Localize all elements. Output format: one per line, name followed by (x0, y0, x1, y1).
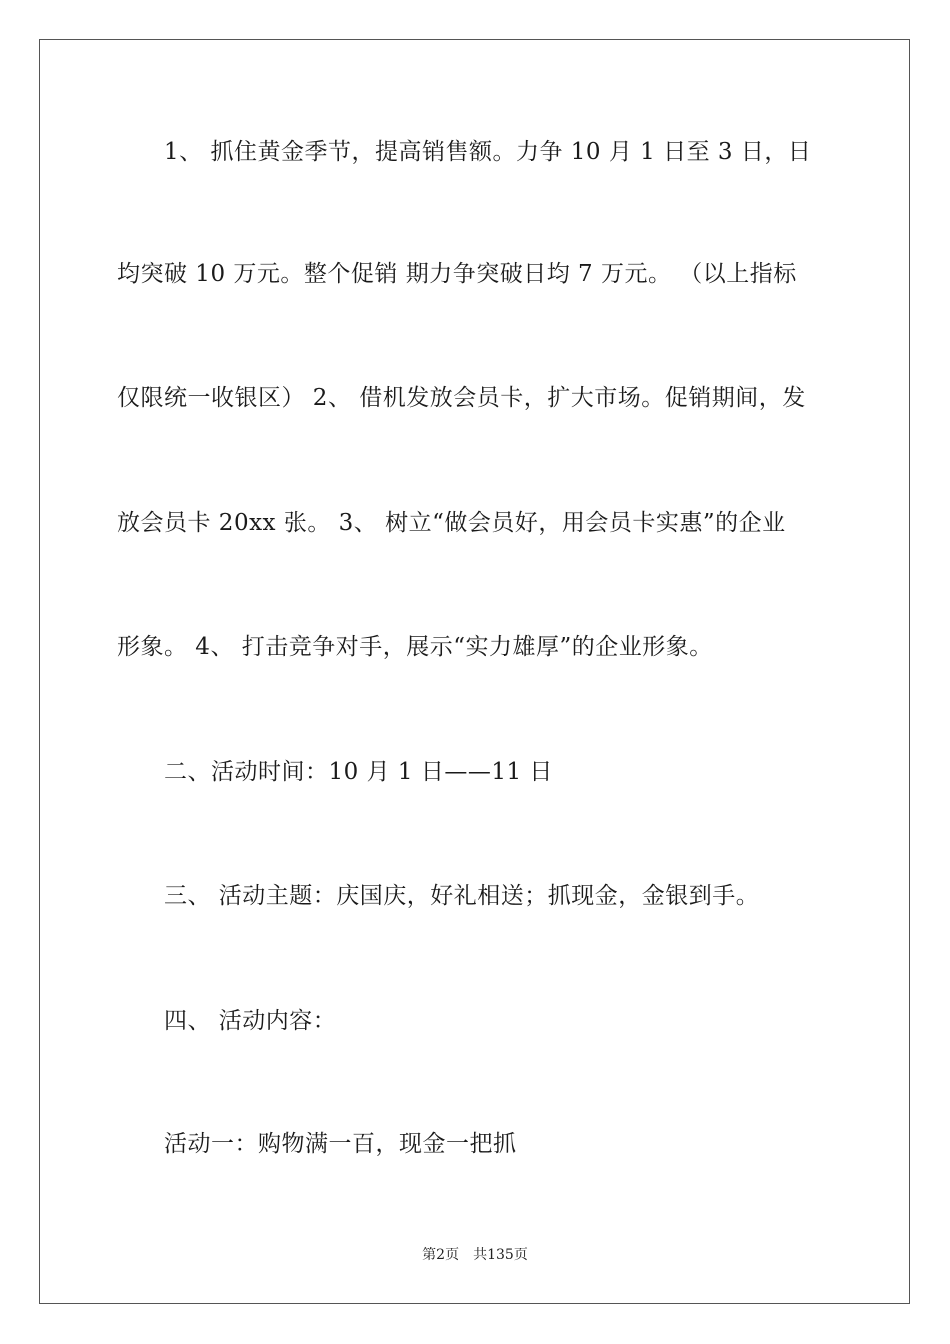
paragraph-line: 1、 抓住黄金季节，提高销售额。力争 10 月 1 日至 3 日，日 (164, 139, 812, 165)
paragraph-line: 仅限统一收银区） 2、 借机发放会员卡，扩大市场。促销期间，发 (117, 385, 806, 411)
activity-heading: 活动一：购物满一百，现金一把抓 (164, 1131, 517, 1157)
page-frame (39, 39, 910, 1304)
page-footer (0, 1246, 950, 1264)
section-heading-time: 二、活动时间：10 月 1 日——11 日 (164, 759, 553, 785)
paragraph-line: 均突破 10 万元。整个促销 期力争突破日均 7 万元。 （以上指标 (117, 261, 797, 287)
section-heading-content: 四、 活动内容： (164, 1008, 337, 1034)
paragraph-line: 放会员卡 20xx 张。 3、 树立“做会员好，用会员卡实惠”的企业 (117, 510, 786, 536)
page-number: 第2页 (422, 1247, 460, 1263)
paragraph-line: 形象。 4、 打击竞争对手，展示“实力雄厚”的企业形象。 (117, 634, 713, 660)
section-heading-theme: 三、 活动主题：庆国庆，好礼相送；抓现金，金银到手。 (164, 883, 760, 909)
page-total: 共135页 (473, 1247, 528, 1263)
